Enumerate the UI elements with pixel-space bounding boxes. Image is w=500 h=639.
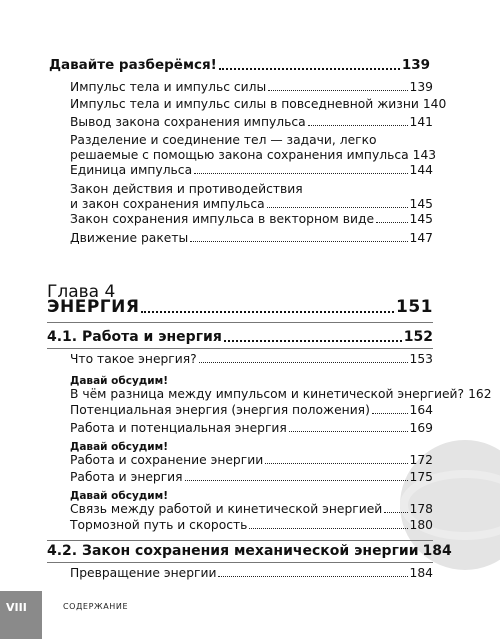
leader-dots [194, 173, 407, 174]
entry-page: 147 [409, 231, 433, 245]
section-heading-top[interactable] [49, 57, 430, 73]
entry-page: 178 [409, 502, 433, 516]
entry-page: 143 [412, 148, 437, 162]
chapter-title: ЭНЕРГИЯ [47, 297, 140, 317]
section-title: Давайте разберёмся! [49, 57, 217, 73]
section-title: 4.2. Закон сохранения механической энергии [47, 543, 419, 559]
chapter-heading[interactable] [47, 297, 433, 317]
entry-title: Превращение энергии [70, 566, 217, 580]
section-page: 139 [401, 57, 430, 73]
entry-text-line: Закон действия и противодействия [70, 182, 303, 196]
entry-title: Движение ракеты [70, 231, 189, 245]
entry-title: Работа и потенциальная энергия [70, 421, 287, 435]
toc-entry[interactable] [70, 148, 437, 162]
discussion-label: Давай обсудим! [70, 441, 169, 453]
leader-dots [185, 480, 408, 481]
section-page: 152 [403, 329, 433, 345]
entry-page: 141 [409, 115, 433, 129]
leader-dots [289, 431, 408, 432]
toc-entry[interactable] [70, 115, 433, 129]
leader-dots [219, 68, 400, 70]
toc-entry[interactable] [70, 212, 433, 226]
leader-dots [267, 207, 408, 208]
entry-title: Работа и сохранение энергии [70, 453, 264, 467]
entry-title: Вывод закона сохранения импульса [70, 115, 306, 129]
divider [47, 562, 433, 563]
section-heading-4-2[interactable] [47, 543, 452, 559]
entry-title: Закон сохранения импульса в векторном виде [70, 212, 375, 226]
toc-entry[interactable] [70, 518, 433, 532]
toc-entry[interactable] [70, 352, 433, 366]
chapter-page: 151 [396, 297, 433, 317]
toc-entry[interactable] [70, 403, 433, 417]
entry-title: Импульс тела и импульс силы в повседневной жизни [70, 97, 419, 111]
toc-entry[interactable] [70, 163, 433, 177]
toc-entry[interactable] [70, 421, 433, 435]
toc-entry[interactable] [70, 387, 492, 401]
leader-dots [141, 311, 394, 313]
entry-title: Что такое энергия? [70, 352, 197, 366]
toc-entry[interactable] [70, 470, 433, 484]
entry-title: и закон сохранения импульса [70, 197, 265, 211]
entry-title: Связь между работой и кинетической энергией [70, 502, 383, 516]
leader-dots [376, 222, 408, 223]
footer-label: СОДЕРЖАНИЕ [63, 602, 129, 611]
entry-page: 172 [409, 453, 433, 467]
chapter-label: Глава 4 [47, 282, 116, 302]
entry-page: 145 [409, 197, 433, 211]
entry-text-line: Разделение и соединение тел — задачи, легко [70, 133, 377, 147]
leader-dots [218, 576, 407, 577]
entry-page: 153 [409, 352, 433, 366]
entry-title: Работа и энергия [70, 470, 183, 484]
toc-entry[interactable] [70, 231, 433, 245]
leader-dots [199, 362, 408, 363]
divider [47, 540, 433, 541]
entry-title: Тормозной путь и скорость [70, 518, 248, 532]
footer-page-tab [0, 591, 42, 639]
leader-dots [308, 125, 408, 126]
entry-page: 140 [422, 97, 447, 111]
toc-entry[interactable] [70, 97, 447, 111]
toc-entry[interactable] [70, 197, 433, 211]
toc-entry[interactable] [70, 80, 433, 94]
entry-page: 139 [409, 80, 433, 94]
entry-page: 184 [409, 566, 433, 580]
leader-dots [384, 512, 407, 513]
discussion-label: Давай обсудим! [70, 490, 169, 502]
entry-page: 169 [409, 421, 433, 435]
entry-page: 180 [409, 518, 433, 532]
section-page: 184 [422, 543, 452, 559]
footer-page-number: VIII [6, 601, 27, 614]
divider [47, 348, 433, 349]
discussion-label: Давай обсудим! [70, 375, 169, 387]
leader-dots [249, 528, 407, 529]
entry-title: решаемые с помощью закона сохранения импульса [70, 148, 409, 162]
entry-title: Единица импульса [70, 163, 193, 177]
toc-entry[interactable] [70, 453, 433, 467]
leader-dots [268, 90, 407, 91]
entry-page: 164 [409, 403, 433, 417]
leader-dots [190, 241, 407, 242]
entry-title: Импульс тела и импульс силы [70, 80, 267, 94]
leader-dots [224, 340, 402, 342]
leader-dots [372, 413, 408, 414]
entry-page: 144 [409, 163, 433, 177]
toc-entry[interactable] [70, 566, 433, 580]
entry-title: В чём разница между импульсом и кинетической энергией? [70, 387, 465, 401]
entry-page: 162 [468, 387, 492, 401]
entry-page: 175 [409, 470, 433, 484]
section-title: 4.1. Работа и энергия [47, 329, 222, 345]
toc-entry[interactable] [70, 502, 433, 516]
divider [47, 322, 433, 323]
section-heading-4-1[interactable] [47, 329, 433, 345]
entry-page: 145 [409, 212, 433, 226]
entry-title: Потенциальная энергия (энергия положения) [70, 403, 370, 417]
leader-dots [265, 463, 407, 464]
